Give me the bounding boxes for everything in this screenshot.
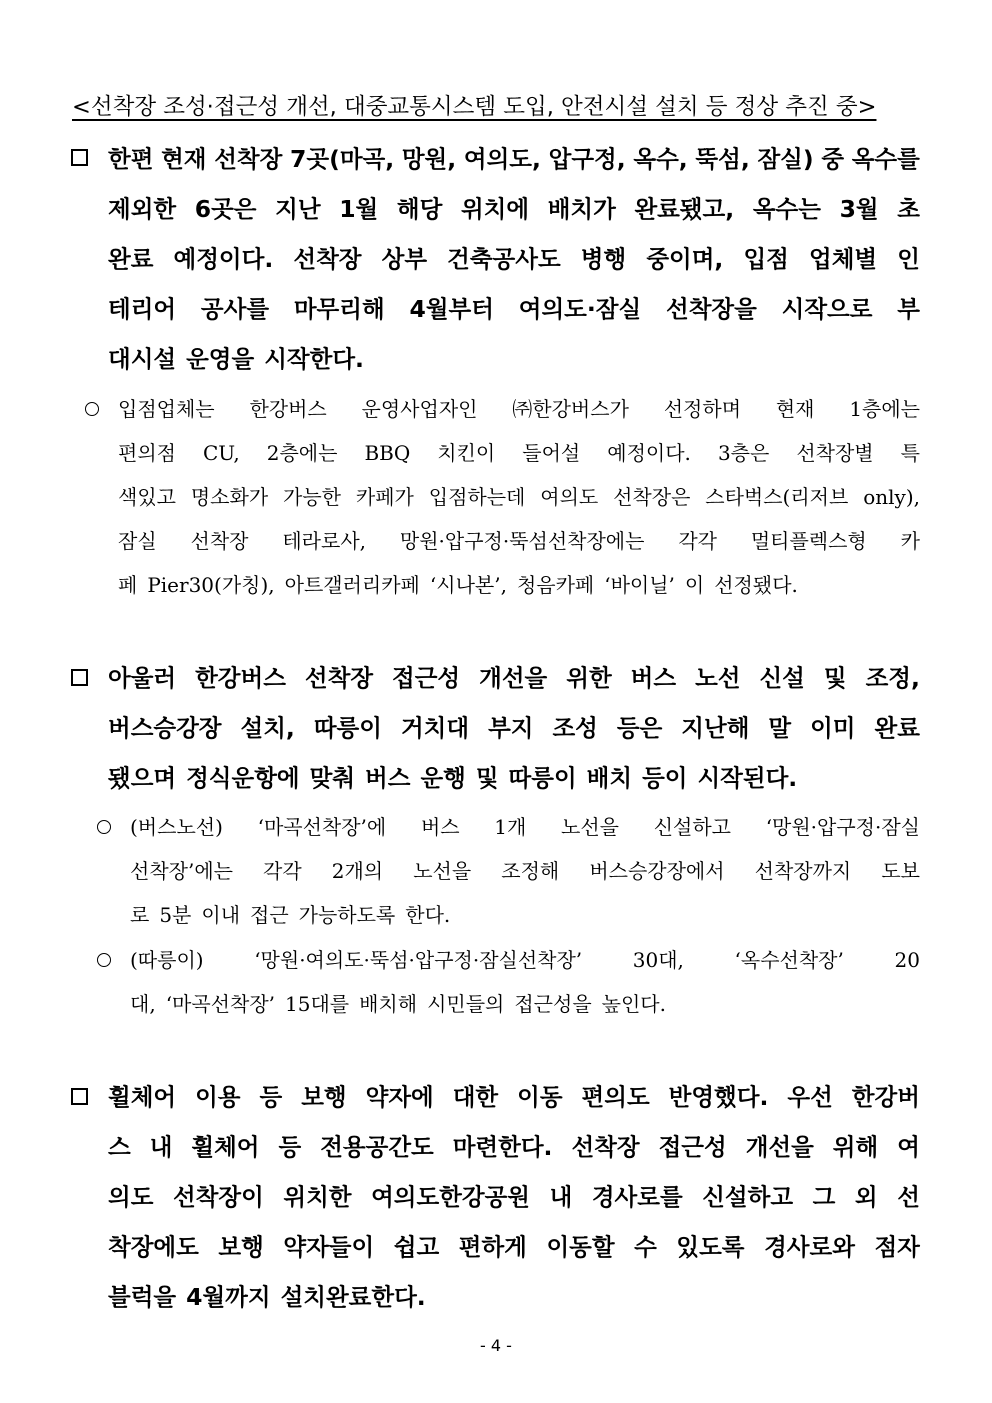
word: 색있고 [118,485,176,509]
word: 선착장 [190,529,249,553]
word: 내 [149,1133,173,1161]
checkbox-bullet-2 [71,669,88,686]
word: 전용공간도 [320,1133,434,1161]
word: 뚝섬, [695,145,750,173]
section-heading: <선착장 조성·접근성 개선, 대중교통시스템 도입, 안전시설 설치 등 정상 추진 중> [72,94,877,120]
word: 압구정, [548,145,626,173]
word: 경사로를 [591,1183,683,1211]
word: 대시설 [108,345,177,373]
word: 운행 [420,764,466,792]
word: 접근성 [658,1133,727,1161]
word: 및 [475,764,499,792]
word: 거치대 [400,714,470,742]
word: 청음카페 [516,573,595,597]
word: (버스노선) [130,815,223,839]
word: 멀티플렉스형 [750,529,867,553]
paragraph-3-line [108,1222,920,1272]
word: 노선 [695,664,741,692]
word: 1월 [339,195,379,223]
word: 점자 [874,1233,920,1261]
word: 경사로와 [764,1233,855,1261]
word: 맞춰 [309,764,356,792]
subparagraph-line [130,849,920,893]
word: 20 [894,948,920,972]
word: 선착장 [293,245,362,273]
word: 15대를 [285,992,350,1016]
word: 선착장까지 [754,859,852,883]
word: 말 [768,714,792,742]
word: 위한 [566,664,612,692]
word: 한강버 [851,1083,920,1111]
word: 반영했다. [668,1083,769,1111]
subparagraph-line [118,519,920,563]
circle-bullet-2-1 [97,820,111,834]
word: 위치한 [283,1183,352,1211]
word: 선착장 [214,145,283,173]
word: 신설하고 [653,815,731,839]
word: 조정, [865,664,920,692]
word: 조성 [552,714,598,742]
word: 4월부터 [409,295,494,323]
word: 의도 [108,1183,154,1211]
word: 가능하도록 [298,903,396,927]
word: 높인다. [601,992,666,1016]
word: 옥수는 [752,195,821,223]
word: 부 [897,295,920,323]
word: ‘바이닐’ [604,573,675,597]
word: 시작으로 [781,295,873,323]
word: 개선을 [745,1133,814,1161]
word: 대, [130,992,156,1016]
word: 등 [259,1083,283,1111]
word: 2층에는 [266,441,338,465]
word: 휠체어 [108,1083,177,1111]
word: 여 [897,1133,920,1161]
word: 입점하는데 [428,485,526,509]
word: 이동할 [546,1233,615,1261]
circle-bullet-2-2 [97,953,111,967]
word: 이내 [201,903,241,927]
word: 휠체어 [191,1133,260,1161]
word: 테라로사, [282,529,366,553]
word: 옥수를 [851,145,920,173]
word: 편의점 [118,441,176,465]
word: 정식운항에 [186,764,300,792]
subparagraph-line [130,805,920,849]
word: 등이 [642,764,688,792]
word: 블럭을 [108,1283,177,1311]
word: 착장에도 [108,1233,199,1261]
word: 명소화가 [190,485,269,509]
word: 잠실) [757,145,814,173]
paragraph-2 [108,653,920,803]
word: 3월 [839,195,879,223]
word: 보행 [218,1233,264,1261]
word: 페 [118,573,138,597]
word: 중 [821,145,845,173]
word: 2개의 [331,859,384,883]
word: 현재 [775,397,815,421]
circle-bullet-1-1 [85,402,99,416]
word: 운영을 [186,345,255,373]
word: 한강버스 [195,664,286,692]
word: 위해 [832,1133,879,1161]
word: 위치에 [460,195,530,223]
word: 옥수, [633,145,688,173]
word: 등 [278,1133,302,1161]
subparagraph-line [118,563,920,607]
word: 부지 [488,714,534,742]
word: 됐으며 [108,764,177,792]
word: 설치완료한다. [280,1283,426,1311]
word: 업체별 [809,245,878,273]
word: 및 [823,664,847,692]
word: 특 [900,441,920,465]
word: 중이며, [646,245,724,273]
word: 설치, [240,714,295,742]
subparagraph-2-2 [130,938,920,1026]
word: 배치해 [359,992,418,1016]
word: ㈜한강버스가 [512,397,629,421]
word: 카페가 [355,485,414,509]
word: (따릉이) [130,948,204,972]
word: Pier30(가칭), [147,573,275,597]
word: 운영사업자인 [361,397,478,421]
word: 1층에는 [849,397,920,421]
word: 배치가 [547,195,616,223]
word: 입점 [743,245,789,273]
word: 해당 [396,195,443,223]
word: 신설 [759,664,805,692]
word: 병행 [580,245,627,273]
word: 버스 [420,815,460,839]
word: only), [863,485,920,509]
word: 카 [900,529,920,553]
word: 아울러 [108,664,177,692]
word: 입점업체는 [118,397,215,421]
word: ‘옥수선착장’ [734,948,844,972]
word: 신설하고 [702,1183,794,1211]
word: 제외한 [108,195,177,223]
word: 시민들의 [427,992,505,1016]
word: 이미 [810,714,856,742]
word: 이 [684,573,705,597]
word: 시작된다. [697,764,798,792]
word: ‘마곡선착장’에 [257,815,387,839]
word: 있도록 [676,1233,745,1261]
word: 쉽고 [393,1233,440,1261]
paragraph-1-line [108,134,920,184]
word: 노선을 [413,859,472,883]
word: 배치 [586,764,633,792]
paragraph-3-line [108,1272,920,1322]
word: 여의도 [540,485,599,509]
word: 완료 [108,245,154,273]
subparagraph-line [118,387,920,431]
word: 초 [897,195,920,223]
word: 망원·압구정·뚝섬선착장에는 [399,529,645,553]
word: 지난해 [681,714,750,742]
word: 잠실 [118,529,157,553]
word: 이용 [195,1083,241,1111]
word: 테리어 [108,295,177,323]
subparagraph-line [130,938,920,982]
word: ‘시나본’, [429,573,507,597]
word: 선착장을 [666,295,757,323]
word: 수 [634,1233,657,1261]
word: 각각 [263,859,302,883]
paragraph-1-line [108,184,920,234]
paragraph-2-line [108,653,920,703]
paragraph-2-line [108,703,920,753]
word: 완료 [874,714,920,742]
paragraph-1-line [108,284,920,334]
word: 버스 [365,764,411,792]
word: 약자들이 [283,1233,375,1261]
word: 한강버스 [249,397,327,421]
word: 버스승강장에서 [589,859,725,883]
word: 상부 [381,245,428,273]
paragraph-3-line [108,1072,920,1122]
word: 1개 [494,815,527,839]
word: 개선을 [479,664,548,692]
word: 선정됐다. [714,573,798,597]
word: 등은 [616,714,663,742]
word: ‘망원·압구정·잠실 [765,815,920,839]
word: 이동 [517,1083,563,1111]
word: 편의도 [581,1083,650,1111]
word: 노선을 [561,815,619,839]
word: 그 [812,1183,836,1211]
word: 버스 [630,664,677,692]
paragraph-3 [108,1072,920,1322]
word: 스타벅스(리저브 [705,485,849,509]
word: 선착장’에는 [130,859,233,883]
word: 현재 [161,145,207,173]
word: 로 [130,903,150,927]
word: 여의도한강공원 [371,1183,530,1211]
word: 여의도·잠실 [518,295,642,323]
word: 선착장별 [796,441,874,465]
word: 따릉이 [313,714,382,742]
word: 망원, [401,145,457,173]
word: 대한 [452,1083,499,1111]
word: 30대, [632,948,684,972]
word: 7곳(마곡, [290,145,395,173]
word: 들어설 [522,441,581,465]
word: 5분 [159,903,192,927]
word: 4월까지 [186,1283,271,1311]
paragraph-2-line [108,753,920,803]
subparagraph-line [130,982,920,1026]
word: 여의도, [463,145,541,173]
word: 선착장 [571,1133,640,1161]
word: 접근 [250,903,289,927]
word: 선정하며 [663,397,742,421]
word: ‘망원·여의도·뚝섬·압구정·잠실선착장’ [254,948,583,972]
word: 접근성 [392,664,461,692]
word: 외 [854,1183,878,1211]
word: BBQ [364,441,411,465]
paragraph-3-line [108,1122,920,1172]
word: 공사를 [200,295,270,323]
paragraph-1-line [108,334,920,384]
word: 시작한다. [264,345,364,373]
word: 우선 [787,1083,833,1111]
word: 지난 [275,195,321,223]
word: 선착장 [304,664,374,692]
word: ‘마곡선착장’ [165,992,276,1016]
word: 내 [549,1183,573,1211]
subparagraph-line [118,475,920,519]
paragraph-1 [108,134,920,384]
word: 선 [897,1183,920,1211]
word: 도보 [881,859,920,883]
word: 선착장은 [613,485,691,509]
word: 접근성을 [514,992,592,1016]
word: 6곳은 [194,195,257,223]
word: 아트갤러리카페 [284,573,420,597]
checkbox-bullet-3 [71,1088,88,1105]
word: 치킨이 [437,441,496,465]
word: 보행 [301,1083,347,1111]
subparagraph-line [130,893,920,937]
word: 편하게 [458,1233,527,1261]
word: 인 [897,245,920,273]
word: 약자에 [365,1083,434,1111]
word: 3층은 [717,441,770,465]
subparagraph-1-1 [118,387,920,607]
paragraph-1-line [108,234,920,284]
subparagraph-2-1 [130,805,920,937]
word: 각각 [678,529,717,553]
word: 한다. [405,903,451,927]
page-number: - 4 - [480,1336,512,1355]
word: 마무리해 [293,295,385,323]
word: 건축공사도 [447,245,561,273]
paragraph-3-line [108,1172,920,1222]
subparagraph-line [118,431,920,475]
checkbox-bullet-1 [71,149,88,166]
word: CU, [203,441,240,465]
word: 스 [108,1133,131,1161]
word: 따릉이 [508,764,577,792]
word: 가능한 [283,485,341,509]
word: 예정이다. [607,441,691,465]
word: 조정해 [501,859,560,883]
word: 예정이다. [173,245,274,273]
word: 버스승강장 [108,714,222,742]
word: 한편 [108,145,154,173]
word: 완료됐고, [634,195,735,223]
word: 마련한다. [452,1133,553,1161]
word: 선착장이 [172,1183,264,1211]
